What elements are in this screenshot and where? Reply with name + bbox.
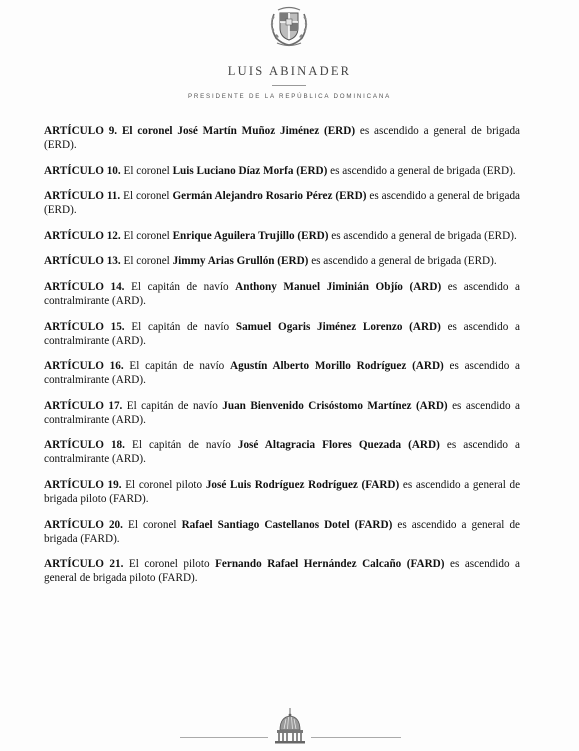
article-rank: El coronel (123, 190, 170, 203)
article-label: ARTÍCULO 9. (44, 125, 118, 137)
article-text: es ascendido a general de brigada piloto (FARD). (44, 478, 521, 505)
article-text: es ascendido a contralmirante (ARD). (44, 360, 521, 387)
article-label: ARTÍCULO 16. (44, 360, 124, 373)
article-label: ARTÍCULO 10. (44, 164, 121, 177)
article-12 (44, 229, 520, 243)
article-officer: José Luis Rodríguez Rodríguez (FARD) (205, 478, 400, 491)
article-officer: Anthony Manuel Jiminián Objío (ARD) (235, 280, 442, 293)
article-text: es ascendido a contralmirante (ARD). (44, 399, 521, 426)
article-label: ARTÍCULO 13. (44, 255, 121, 268)
article-text: es ascendido a general de brigada (ERD). (330, 164, 516, 177)
article-17 (44, 399, 520, 427)
article-text: es ascendido a general de brigada (ERD). (311, 255, 497, 268)
article-rank: El capitán de navío (131, 320, 230, 333)
article-rank: El capitán de navío (126, 399, 218, 412)
header-title: PRESIDENTE DE LA REPÚBLICA DOMINICANA (187, 93, 392, 100)
article-officer: Samuel Ogaris Jiménez Lorenzo (ARD) (235, 320, 441, 333)
article-rank: El coronel (127, 518, 177, 531)
article-officer: El coronel José Martín Muñoz Jiménez (ERD) (121, 125, 356, 137)
article-rank: El coronel (123, 255, 170, 268)
footer-rule-left (180, 737, 268, 738)
article-10 (44, 164, 520, 178)
article-officer: Fernando Rafael Hernández Calcaño (FARD) (215, 558, 445, 571)
article-19 (44, 478, 520, 506)
article-text: es ascendido a contralmirante (ARD). (44, 280, 521, 307)
coat-of-arms-icon (264, 4, 314, 48)
article-21 (44, 557, 520, 585)
article-rank: El coronel (123, 229, 170, 242)
article-rank: El coronel piloto (128, 558, 210, 571)
article-rank: El capitán de navío (131, 280, 229, 293)
article-18 (44, 438, 520, 466)
article-officer: José Altagracia Flores Quezada (ARD) (237, 439, 440, 452)
article-officer: Enrique Aguilera Trujillo (ERD) (172, 229, 329, 242)
article-label: ARTÍCULO 11. (44, 190, 121, 203)
article-rank: El capitán de navío (131, 439, 231, 452)
article-officer: Rafael Santiago Castellanos Dotel (FARD) (181, 518, 393, 531)
article-list (44, 124, 520, 597)
article-text: es ascendido a contralmirante (ARD). (44, 320, 521, 347)
article-officer: Luis Luciano Díaz Morfa (ERD) (172, 164, 328, 177)
article-text: es ascendido a general de brigada (ERD). (44, 190, 521, 217)
article-13 (44, 254, 520, 268)
article-officer: Germán Alejandro Rosario Pérez (ERD) (172, 190, 367, 203)
article-16 (44, 359, 520, 387)
article-11 (44, 189, 520, 217)
article-label: ARTÍCULO 21. (44, 558, 124, 571)
article-label: ARTÍCULO 15. (44, 320, 125, 333)
article-text: es ascendido a general de brigada (FARD). (44, 518, 521, 545)
header-divider (272, 85, 306, 86)
article-officer: Jimmy Arias Grullón (ERD) (172, 255, 309, 268)
article-20 (44, 518, 520, 546)
footer-rule-right (311, 737, 401, 738)
article-text: es ascendido a contralmirante (ARD). (44, 439, 520, 466)
article-label: ARTÍCULO 14. (44, 280, 125, 293)
article-rank: El coronel piloto (125, 478, 203, 491)
article-label: ARTÍCULO 18. (44, 439, 125, 452)
article-label: ARTÍCULO 19. (44, 478, 122, 491)
article-text: es ascendido a general de brigada (ERD). (44, 125, 521, 151)
article-text: es ascendido a general de brigada piloto (FARD). (44, 558, 521, 585)
article-label: ARTÍCULO 12. (44, 229, 121, 242)
article-officer: Juan Bienvenido Crisóstomo Martínez (ARD) (222, 399, 448, 412)
article-rank: El coronel (123, 164, 170, 177)
header-name: LUIS ABINADER (227, 64, 352, 78)
palace-dome-icon (272, 706, 308, 746)
article-rank: El capitán de navío (129, 360, 225, 373)
article-officer: Agustín Alberto Morillo Rodríguez (ARD) (230, 360, 444, 373)
article-15 (44, 320, 520, 348)
article-9 (44, 124, 520, 152)
article-text: es ascendido a general de brigada (ERD). (331, 229, 517, 242)
article-label: ARTÍCULO 20. (44, 518, 123, 531)
article-label: ARTÍCULO 17. (44, 399, 123, 412)
article-14 (44, 280, 520, 308)
